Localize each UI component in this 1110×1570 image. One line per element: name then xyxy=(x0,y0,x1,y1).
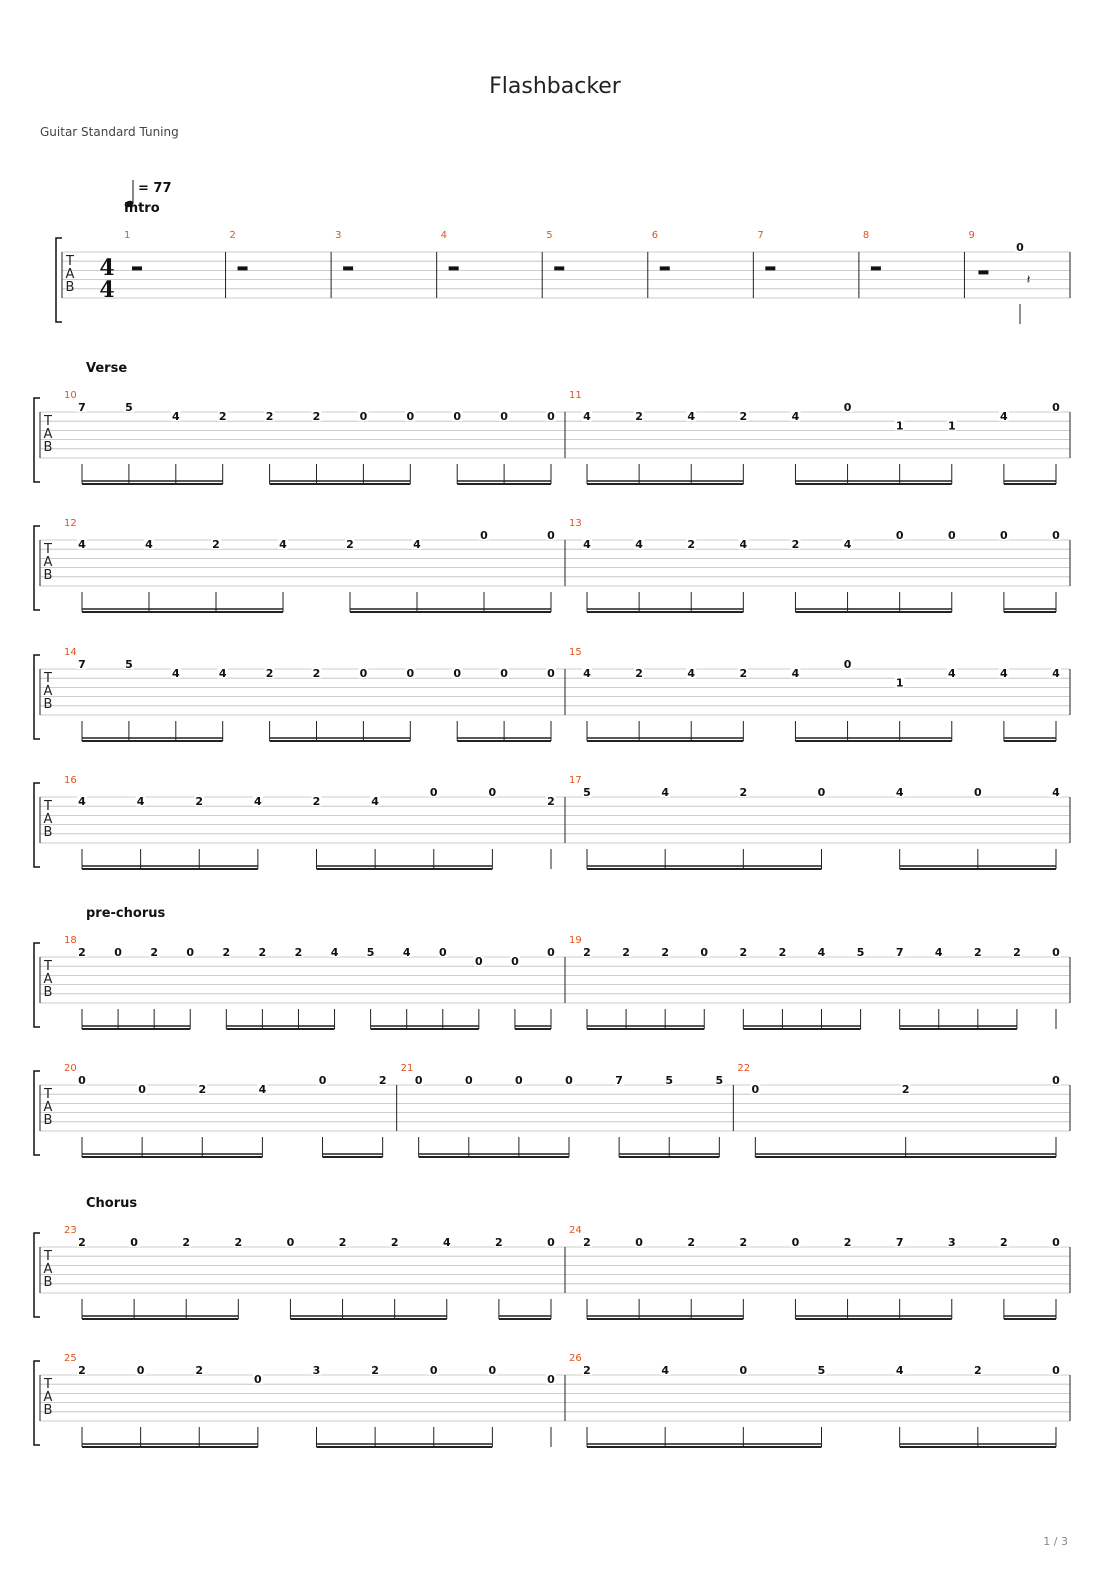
fret-number: 4 xyxy=(1000,667,1008,681)
measure-number: 24 xyxy=(569,1225,582,1236)
measure-number: 10 xyxy=(64,390,77,401)
section-label: Verse xyxy=(86,361,128,376)
tab-clef-letter: A xyxy=(43,427,53,442)
fret-number: 2 xyxy=(78,946,86,959)
fret-number: 0 xyxy=(547,946,555,959)
fret-number: 2 xyxy=(312,410,321,424)
fret-number: 2 xyxy=(583,1364,591,1377)
score-title: Flashbacker xyxy=(489,74,621,99)
whole-rest-icon xyxy=(238,266,248,270)
fret-number: 4 xyxy=(947,667,956,681)
fret-number: 1 xyxy=(895,676,904,690)
fret-number: 0 xyxy=(254,1373,262,1387)
measure-number: 1 xyxy=(124,230,131,241)
fret-number: 7 xyxy=(615,1074,623,1087)
fret-number: 4 xyxy=(583,538,591,552)
fret-number: 2 xyxy=(1013,946,1021,959)
fret-number: 4 xyxy=(371,795,379,809)
fret-number: 0 xyxy=(1052,1236,1060,1249)
tab-clef-letter: B xyxy=(43,697,53,712)
system-bracket xyxy=(56,238,62,322)
fret-number: 0 xyxy=(488,1364,497,1377)
measure-number: 26 xyxy=(569,1353,582,1364)
tab-clef-letter: T xyxy=(44,542,52,557)
fret-number: 2 xyxy=(739,786,748,799)
fret-number: 2 xyxy=(338,1236,347,1249)
fret-number: 4 xyxy=(791,667,800,681)
fret-number: 4 xyxy=(687,410,696,424)
measure-number: 6 xyxy=(651,230,659,241)
measure-number: 3 xyxy=(335,230,342,241)
tab-clef-letter: A xyxy=(43,1262,53,1277)
measure-number: 15 xyxy=(569,647,582,658)
tab-clef-letter: T xyxy=(44,1249,52,1264)
tab-clef-letter: T xyxy=(44,671,52,686)
system-bracket xyxy=(34,1233,40,1317)
fret-number: 0 xyxy=(318,1074,327,1087)
fret-number: 2 xyxy=(495,1236,503,1249)
fret-number: 0 xyxy=(1052,946,1060,959)
fret-number: 4 xyxy=(843,538,852,552)
fret-number: 2 xyxy=(371,1364,379,1377)
fret-number: 5 xyxy=(583,786,591,799)
tab-clef-letter: A xyxy=(43,555,53,570)
tab-clef-letter: B xyxy=(65,280,75,295)
fret-number: 0 xyxy=(138,1083,146,1097)
fret-number: 4 xyxy=(171,667,180,681)
fret-number: 2 xyxy=(974,946,982,959)
system-bracket xyxy=(34,943,40,1027)
fret-number: 4 xyxy=(817,946,826,959)
measure-number: 18 xyxy=(64,935,77,946)
fret-number: 5 xyxy=(366,946,375,959)
measure-number: 20 xyxy=(64,1063,77,1074)
fret-number: 2 xyxy=(234,1236,243,1249)
fret-number: 0 xyxy=(635,1236,643,1249)
fret-number: 0 xyxy=(547,529,555,542)
fret-number: 0 xyxy=(414,1074,423,1087)
whole-rest-icon xyxy=(660,266,670,270)
tab-clef-letter: A xyxy=(43,1100,53,1115)
fret-number: 2 xyxy=(901,1083,910,1097)
fret-number: 4 xyxy=(583,410,591,424)
fret-number: 4 xyxy=(895,786,904,799)
fret-number: 0 xyxy=(475,955,483,969)
fret-number: 4 xyxy=(254,795,262,809)
tab-clef-letter: B xyxy=(43,1275,53,1290)
fret-number: 0 xyxy=(1052,1364,1060,1377)
fret-number: 2 xyxy=(312,667,321,681)
fret-number: 2 xyxy=(843,1236,852,1249)
fret-number: 0 xyxy=(359,667,368,681)
fret-number: 2 xyxy=(974,1364,982,1377)
fret-number: 0 xyxy=(359,410,368,424)
whole-rest-icon xyxy=(765,266,775,270)
fret-number: 0 xyxy=(751,1083,760,1097)
fret-number: 0 xyxy=(406,667,415,681)
fret-number: 2 xyxy=(390,1236,399,1249)
fret-number: 0 xyxy=(429,786,438,799)
measure-number: 9 xyxy=(968,230,975,241)
tuning-label: Guitar Standard Tuning xyxy=(40,125,179,139)
fret-number: 0 xyxy=(791,1236,800,1249)
tab-clef-letter: B xyxy=(43,825,53,840)
fret-number: 5 xyxy=(715,1074,724,1087)
measure-number: 2 xyxy=(229,230,236,241)
measure-number: 5 xyxy=(546,230,553,241)
fret-number: 2 xyxy=(739,667,748,681)
tab-clef-letter: T xyxy=(66,254,74,269)
measure-number: 11 xyxy=(569,390,582,401)
fret-number: 0 xyxy=(130,1236,138,1249)
fret-number: 7 xyxy=(895,946,904,959)
fret-number: 4 xyxy=(78,538,86,552)
tab-clef-letter: T xyxy=(44,414,52,429)
fret-number: 2 xyxy=(195,1364,204,1377)
fret-number: 0 xyxy=(565,1074,573,1087)
fret-number: 2 xyxy=(661,946,669,959)
fret-number: 4 xyxy=(739,538,748,552)
fret-number: 2 xyxy=(346,538,354,552)
fret-number: 4 xyxy=(635,538,643,552)
fret-number: 4 xyxy=(934,946,943,959)
measure-number: 23 xyxy=(64,1225,77,1236)
fret-number: 0 xyxy=(947,529,956,542)
fret-number: 4 xyxy=(895,1364,904,1377)
fret-number: 0 xyxy=(547,667,555,681)
tempo-marking: = 77 xyxy=(138,181,172,196)
fret-number: 0 xyxy=(974,786,982,799)
fret-number: 2 xyxy=(150,946,158,959)
fret-number: 0 xyxy=(406,410,415,424)
fret-number: 4 xyxy=(413,538,421,552)
tab-clef-letter: A xyxy=(43,684,53,699)
fret-number: 0 xyxy=(515,1074,523,1087)
fret-number: 4 xyxy=(136,795,145,809)
fret-number: 0 xyxy=(500,667,508,681)
fret-number: 4 xyxy=(1000,410,1008,424)
fret-number: 2 xyxy=(583,946,591,959)
fret-number: 2 xyxy=(1000,1236,1008,1249)
fret-number: 0 xyxy=(78,1074,86,1087)
page-number: 1 / 3 xyxy=(1043,1535,1068,1548)
time-signature-bottom: 4 xyxy=(99,277,115,303)
fret-number: 0 xyxy=(700,946,709,959)
fret-number: 4 xyxy=(1052,786,1060,799)
fret-number: 0 xyxy=(547,410,555,424)
fret-number: 2 xyxy=(778,946,787,959)
fret-number: 2 xyxy=(212,538,220,552)
system-bracket xyxy=(34,783,40,867)
fret-number: 4 xyxy=(330,946,339,959)
tab-clef-letter: B xyxy=(43,568,53,583)
fret-number: 2 xyxy=(198,1083,207,1097)
fret-number: 2 xyxy=(739,1236,748,1249)
system-bracket xyxy=(34,526,40,610)
whole-rest-icon xyxy=(871,266,881,270)
fret-number: 2 xyxy=(294,946,303,959)
fret-number: 3 xyxy=(947,1236,956,1249)
fret-number: 0 xyxy=(186,946,195,959)
fret-number: 2 xyxy=(218,410,227,424)
tab-clef-letter: B xyxy=(43,1403,53,1418)
fret-number: 0 xyxy=(1052,1074,1060,1087)
tab-clef-letter: A xyxy=(43,972,53,987)
fret-number: 2 xyxy=(222,946,231,959)
fret-number: 2 xyxy=(791,538,800,552)
whole-rest-icon xyxy=(449,266,459,270)
fret-number: 4 xyxy=(1052,667,1060,681)
fret-number: 2 xyxy=(635,667,643,681)
fret-number: 4 xyxy=(402,946,411,959)
tab-clef-letter: B xyxy=(43,440,53,455)
fret-number: 2 xyxy=(78,1364,86,1377)
fret-number: 2 xyxy=(182,1236,191,1249)
fret-number: 4 xyxy=(258,1083,267,1097)
tab-clef-letter: A xyxy=(43,812,53,827)
fret-number: 0 xyxy=(429,1364,438,1377)
tab-clef-letter: B xyxy=(43,985,53,1000)
fret-number: 2 xyxy=(78,1236,86,1249)
section-label: Chorus xyxy=(86,1196,138,1211)
tab-clef-letter: T xyxy=(44,799,52,814)
fret-number: 1 xyxy=(895,419,904,433)
fret-number: 2 xyxy=(265,667,274,681)
measure-number: 21 xyxy=(400,1063,414,1074)
tab-clef-letter: A xyxy=(65,267,75,282)
fret-number: 2 xyxy=(687,1236,696,1249)
measure-number: 14 xyxy=(64,647,77,658)
fret-number: 2 xyxy=(687,538,696,552)
system-bracket xyxy=(34,1361,40,1445)
measure-number: 13 xyxy=(569,518,582,529)
fret-number: 2 xyxy=(622,946,630,959)
measure-number: 17 xyxy=(569,775,582,786)
fret-number: 4 xyxy=(78,795,86,809)
fret-number: 2 xyxy=(378,1074,387,1087)
tab-clef-letter: B xyxy=(43,1113,53,1128)
fret-number: 2 xyxy=(635,410,643,424)
fret-number: 0 xyxy=(114,946,122,959)
fret-number: 5 xyxy=(817,1364,826,1377)
tab-clef-letter: A xyxy=(43,1390,53,1405)
measure-number: 16 xyxy=(64,775,77,786)
whole-rest-icon xyxy=(132,266,142,270)
fret-number: 0 xyxy=(843,658,852,671)
fret-number: 0 xyxy=(547,1236,555,1249)
section-label: Intro xyxy=(124,201,160,216)
fret-number: 0 xyxy=(438,946,447,959)
fret-number: 7 xyxy=(78,401,86,414)
fret-number: 5 xyxy=(856,946,865,959)
system-bracket xyxy=(34,1071,40,1155)
fret-number: 0 xyxy=(547,1373,555,1387)
tab-clef-letter: T xyxy=(44,1377,52,1392)
fret-number: 5 xyxy=(665,1074,674,1087)
fret-number: 0 xyxy=(1052,529,1060,542)
fret-number: 4 xyxy=(145,538,153,552)
fret-number: 0 xyxy=(511,955,519,969)
fret-number: 7 xyxy=(895,1236,904,1249)
measure-number: 19 xyxy=(569,935,582,946)
fret-number: 4 xyxy=(583,667,591,681)
measure-number: 8 xyxy=(862,230,870,241)
system-bracket xyxy=(34,655,40,739)
fret-number: 4 xyxy=(687,667,696,681)
fret-number: 4 xyxy=(791,410,800,424)
fret-number: 2 xyxy=(258,946,267,959)
fret-number: 0 xyxy=(488,786,497,799)
fret-number: 0 xyxy=(453,410,462,424)
fret-number: 4 xyxy=(279,538,287,552)
fret-number: 5 xyxy=(125,658,133,671)
fret-number: 2 xyxy=(265,410,274,424)
whole-rest-icon xyxy=(343,266,353,270)
fret-number: 4 xyxy=(661,786,669,799)
fret-number: 3 xyxy=(312,1364,321,1377)
fret-number: 4 xyxy=(171,410,180,424)
fret-number: 0 xyxy=(136,1364,145,1377)
fret-number: 2 xyxy=(583,1236,591,1249)
fret-number: 0 xyxy=(817,786,826,799)
system-bracket xyxy=(34,398,40,482)
fret-number: 0 xyxy=(464,1074,473,1087)
fret-number: 4 xyxy=(661,1364,669,1377)
measure-number: 12 xyxy=(64,518,77,529)
fret-number: 5 xyxy=(125,401,133,414)
fret-number: 0 xyxy=(453,667,462,681)
quarter-rest-icon: 𝄽 xyxy=(1026,273,1031,288)
fret-number: 0 xyxy=(480,529,488,542)
tab-clef-letter: T xyxy=(44,959,52,974)
fret-number: 1 xyxy=(947,419,956,433)
half-rest-icon xyxy=(978,270,988,274)
fret-number: 0 xyxy=(739,1364,748,1377)
fret-number: 0 xyxy=(1000,529,1008,542)
measure-number: 4 xyxy=(440,230,448,241)
fret-number: 7 xyxy=(78,658,86,671)
fret-number: 2 xyxy=(195,795,204,809)
fret-number: 0 xyxy=(500,410,508,424)
fret-number: 0 xyxy=(843,401,852,414)
time-signature-top: 4 xyxy=(99,255,115,281)
fret-number: 4 xyxy=(442,1236,451,1249)
fret-number: 2 xyxy=(739,410,748,424)
tab-clef-letter: T xyxy=(44,1087,52,1102)
fret-number: 0 xyxy=(286,1236,295,1249)
fret-number: 0 xyxy=(895,529,904,542)
fret-number: 2 xyxy=(312,795,321,809)
fret-number: 0 xyxy=(1016,241,1024,254)
measure-number: 22 xyxy=(737,1063,751,1074)
fret-number: 2 xyxy=(547,795,555,809)
measure-number: 25 xyxy=(64,1353,77,1364)
section-label: pre-chorus xyxy=(86,906,166,921)
fret-number: 4 xyxy=(218,667,227,681)
measure-number: 7 xyxy=(757,230,764,241)
whole-rest-icon xyxy=(554,266,564,270)
fret-number: 2 xyxy=(739,946,748,959)
fret-number: 0 xyxy=(1052,401,1060,414)
